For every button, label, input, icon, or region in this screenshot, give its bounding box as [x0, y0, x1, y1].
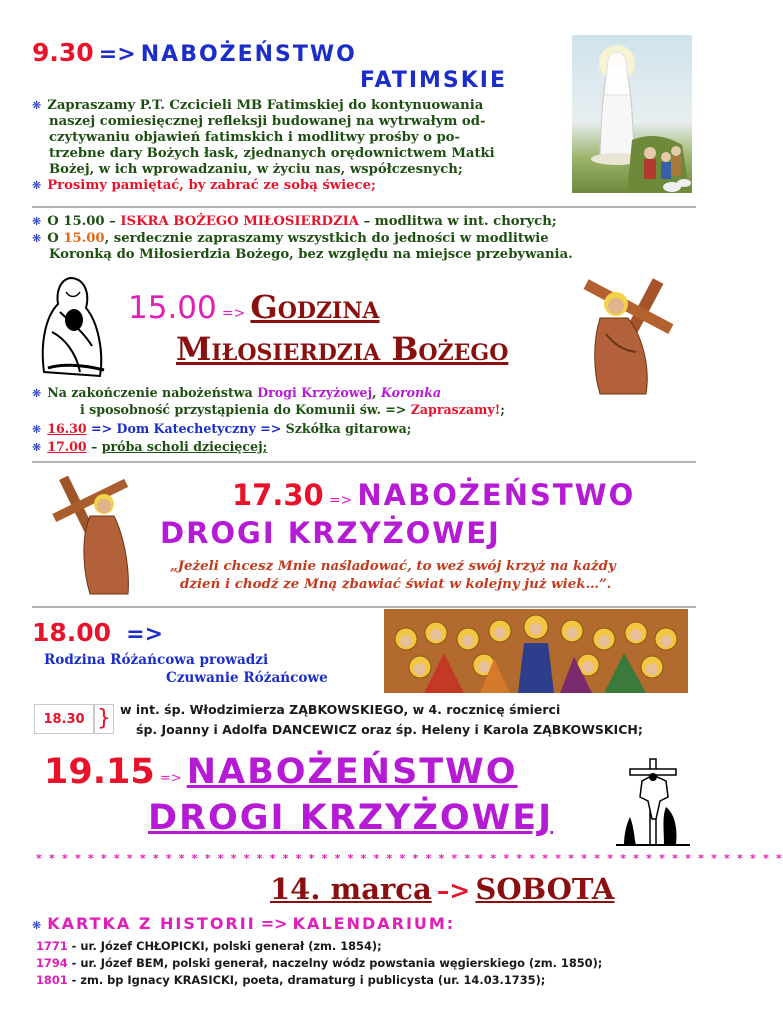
divider: [32, 206, 696, 208]
bullet-icon: ❋: [32, 441, 42, 454]
rozaniec-heading: [32, 618, 163, 647]
gitarowa-line: ❋ 16.30 => Dom Katechetyczny => Szkółka gitarowa;: [32, 421, 412, 436]
pentecost-drawing: [384, 609, 688, 693]
kartka-title: KARTKA Z HISTORII: [47, 914, 256, 933]
kartka-heading: [32, 914, 455, 933]
bullet-icon: ❋: [32, 99, 42, 112]
godzina-time: 15.00: [128, 290, 217, 326]
bullet-icon: ❋: [32, 215, 42, 228]
droga1-time: 17.30: [232, 478, 324, 512]
bullet-icon: ❋: [32, 232, 42, 245]
divider: [32, 606, 696, 608]
droga2-arrow: =>: [159, 771, 182, 786]
rozaniec-line-1: Rodzina Różańcowa prowadzi: [44, 652, 269, 668]
godzina-title2: Miłosierdzia Bożego: [176, 330, 509, 368]
pieta-picture: [30, 272, 120, 384]
fatima-line-4: trzebne dary Bożych łask, zjednanych orędownictwem Matki: [49, 146, 495, 161]
droga1-arrow: =>: [328, 492, 353, 509]
fatima-line-3: czytywaniu objawień fatimskich i modlitwy prośby o po-: [49, 130, 460, 145]
brace-icon: }: [97, 706, 111, 731]
pieta-drawing: [30, 272, 120, 384]
msza-time: 18.30: [43, 711, 85, 727]
droga2-title1: NABOŻEŃSTWO: [186, 752, 518, 792]
bullet-icon: ❋: [32, 423, 42, 436]
msza-line-1: w int. śp. Włodzimierza ZĄBKOWSKIEGO, w 4. rocznicę śmierci: [120, 702, 561, 717]
bullet-icon: ❋: [32, 919, 42, 932]
kalendarium-entry: 1771 - ur. Józef CHŁOPICKI, polski generał (zm. 1854);: [36, 939, 382, 953]
droga2-title2: DROGI KRZYŻOWEJ: [148, 798, 554, 838]
schola-time: 17.00: [47, 439, 87, 454]
fatima-title1: NABOŻEŃSTWO: [140, 42, 357, 67]
fatima-text: [32, 98, 562, 194]
godzina-arrow: =>: [221, 305, 246, 322]
gitarowa-time: 16.30: [47, 421, 87, 436]
koronka-time: 15.00: [63, 231, 105, 246]
fatima-line-1: ❋ Zapraszamy P.T. Czcicieli MB Fatimskiej do kontynuowania: [32, 98, 484, 113]
fatima-title2: FATIMSKIE: [360, 68, 508, 93]
koronka-text: Koronka: [380, 385, 442, 400]
kalendarium-list: [36, 938, 602, 989]
rozaniec-time: 18.00: [32, 618, 112, 647]
jesus-cross-drawing: [566, 274, 696, 398]
fatima-drawing: [572, 35, 692, 193]
quote-line-2: dzień i chodź ze Mną zbawiać świat w kolejny już wiek…”.: [180, 576, 612, 592]
godzina-heading: [128, 288, 380, 326]
droga2-heading: [44, 752, 518, 792]
droga-link-text: Drogi Krzyżowej: [257, 385, 373, 400]
droga1-heading: [232, 478, 635, 512]
after-line-1: ❋ Na zakończenie nabożeństwa Drogi Krzyżowej, Koronka: [32, 385, 442, 400]
sobota-heading: [270, 872, 614, 906]
schola-line: ❋ 17.00 – próba scholi dziecięcej;: [32, 439, 268, 454]
droga1-quote: [170, 557, 616, 593]
rozaniec-arrow: =>: [126, 622, 164, 647]
sobota-day: SOBOTA: [475, 872, 615, 906]
kalendarium-entry: 1794 - ur. Józef BEM, polski generał, naczelny wódz powstania węgierskiego (zm. 1850);: [36, 956, 603, 970]
jesus-cross-small-picture: [44, 470, 140, 598]
fatima-apparition-picture: [572, 35, 692, 193]
crucifix-picture: [616, 757, 690, 847]
divider: [32, 461, 696, 463]
msza-brace-box: [94, 704, 114, 734]
kartka-title2: KALENDARIUM:: [292, 914, 456, 933]
droga1-title2: DROGI KRZYŻOWEJ: [160, 516, 501, 550]
quote-line-1: „Jeżeli chcesz Mnie naśladować, to weź swój krzyż na każdy: [170, 558, 616, 574]
invite-text: Zapraszamy!: [410, 402, 501, 417]
stars-divider: * * * * * * * * * * * * * * * * * * * * * * * * * * * * * * * * * * * * * * * * * * * * * * * * * * * * * * * * * *: [36, 852, 783, 865]
iskra-line: ❋ O 15.00 – ISKRA BOŻEGO MIŁOSIERDZIA – modlitwa w int. chorych;: [32, 214, 557, 229]
kalendarium-entry: 1801 - zm. bp Ignacy KRASICKI, poeta, dramaturg i publicysta (ur. 14.03.1735);: [36, 973, 546, 987]
sobota-date: 14. marca: [270, 872, 432, 906]
fatima-heading: [32, 38, 357, 67]
fatima-time: 9.30: [32, 38, 94, 67]
koronka-line-2: Koronką do Miłosierdzia Bożego, bez względu na miejsce przebywania.: [49, 247, 573, 262]
fatima-arrow: =>: [98, 42, 136, 67]
kartka-arrow: =>: [260, 914, 288, 933]
msza-text: [120, 700, 643, 740]
fatima-reminder-line: ❋ Prosimy pamiętać, by zabrać ze sobą świece;: [32, 178, 376, 193]
jesus-carrying-cross-picture: [566, 274, 696, 398]
jesus-cross-small-drawing: [44, 470, 140, 598]
crucifix-drawing: [616, 757, 690, 847]
rozaniec-line-2: Czuwanie Różańcowe: [166, 670, 328, 686]
godzina-title1: Godzina: [250, 288, 380, 326]
iskra-name: ISKRA BOŻEGO MIŁOSIERDZIA: [120, 214, 359, 229]
fatima-line-5: Bożej, w ich wprowadzaniu, w życiu nas, współczesnych;: [49, 162, 463, 177]
droga2-time: 19.15: [44, 752, 155, 792]
msza-time-box: [34, 704, 94, 734]
fatima-line-2: naszej comiesięcznej refleksji budowanej na wytrwałym od-: [49, 114, 486, 129]
droga1-title1: NABOŻEŃSTWO: [357, 478, 636, 512]
msza-line-2: śp. Joanny i Adolfa DANCEWICZ oraz śp. Heleny i Karola ZĄBKOWSKICH;: [136, 722, 643, 737]
bullet-icon: ❋: [32, 387, 42, 400]
after-line-2: i sposobność przystąpienia do Komunii św. => Zapraszamy!;: [80, 402, 505, 417]
bullet-icon: ❋: [32, 179, 42, 192]
pentecost-icon-picture: [384, 609, 688, 693]
koronka-line-1: ❋ O 15.00, serdecznie zapraszamy wszystkich do jedności w modlitwie: [32, 231, 549, 246]
sobota-arrow: –>: [436, 876, 471, 905]
